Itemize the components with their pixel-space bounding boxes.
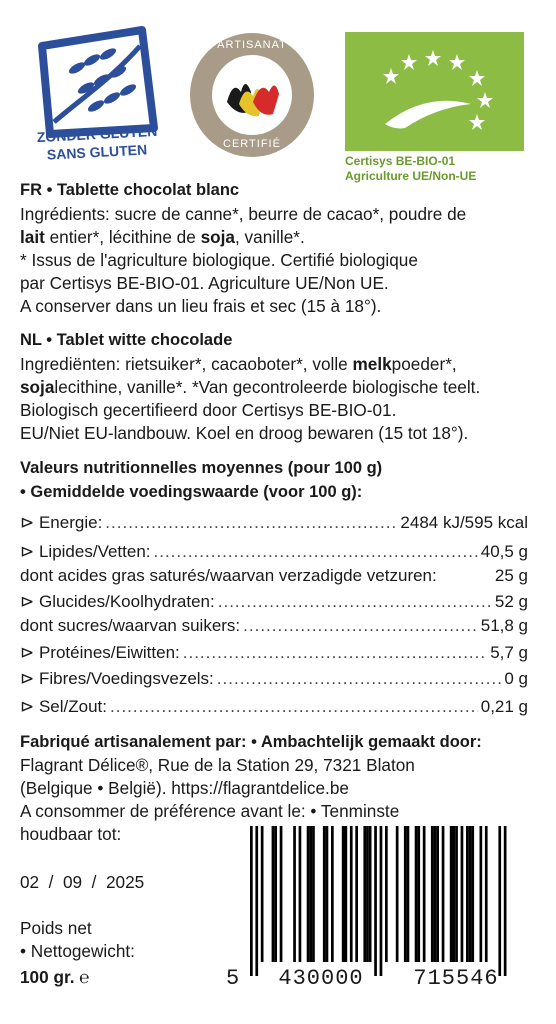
allergen-soja-nl: soja	[20, 377, 55, 397]
barcode-bar	[480, 826, 483, 962]
barcode-bar	[442, 826, 445, 962]
barcode-right-digits: 715546	[413, 966, 499, 991]
best-before-date: 02 / 09 / 2025	[20, 872, 145, 892]
nl-storage-note: EU/Niet EU-landbouw. Koel en droog bewaren (15 tot 18°).	[20, 423, 469, 443]
bio-cert-line1: Certisys BE-BIO-01	[345, 154, 456, 168]
barcode-bar	[380, 826, 383, 976]
nutrition-row-fat	[20, 540, 528, 563]
nutrition-value: 2484 kJ/595 kcal	[400, 513, 528, 532]
maker-title: Fabriqué artisanalement par: • Ambachtelijk gemaakt door:	[20, 733, 482, 751]
nutrition-value: 25 g	[494, 566, 528, 585]
allergen-soja: soja	[200, 227, 235, 247]
nutrition-label: ⊳ Energie:	[20, 513, 103, 532]
nutrition-value: 0 g	[504, 669, 528, 688]
barcode-bar	[350, 826, 353, 962]
barcode-bar	[312, 826, 315, 962]
barcode-bar	[450, 826, 453, 962]
leader-dots	[183, 641, 487, 664]
nutrition-label: dont sucres/waarvan suikers:	[20, 616, 241, 635]
leader-dots	[110, 695, 478, 718]
gluten-logo-line2: SANS GLUTEN	[46, 141, 148, 163]
nutrition-label: ⊳ Sel/Zout:	[20, 697, 108, 716]
artisan-logo-top: ARTISANAT	[217, 39, 287, 51]
nutrition-row-fibre	[20, 667, 528, 690]
eu-organic-logo	[345, 32, 524, 151]
nutrition-label: ⊳ Protéines/Eiwitten:	[20, 643, 180, 662]
barcode-bar	[363, 826, 366, 962]
nl-ingredients-line1	[20, 353, 457, 376]
leader-dots	[218, 590, 492, 613]
barcode-bar	[309, 826, 312, 962]
artisan-logo-bottom: CERTIFIÉ	[223, 138, 281, 150]
net-weight-value	[20, 966, 90, 989]
barcode-bar	[466, 826, 469, 962]
barcode-bar	[453, 826, 456, 962]
maker-address: Flagrant Délice®, Rue de la Station 29, 7321 Blaton	[20, 755, 415, 775]
nutrition-label: ⊳ Fibres/Voedingsvezels:	[20, 669, 214, 688]
nutrition-label: dont acides gras saturés/waarvan verzadigde vetzuren:	[20, 566, 437, 585]
nutrition-row-protein	[20, 641, 528, 664]
barcode-bar	[455, 826, 458, 962]
barcode-bar	[280, 826, 283, 962]
fr-title: FR • Tablette chocolat blanc	[20, 181, 240, 199]
fr-line2-end: , vanille*.	[235, 227, 305, 247]
nutrition-row-salt	[20, 695, 528, 718]
gluten-free-logo	[22, 18, 172, 176]
barcode-bar	[485, 826, 488, 962]
fr-cert-note: par Certisys BE-BIO-01. Agriculture UE/Non UE.	[20, 273, 389, 293]
nutrition-value: 51,8 g	[480, 616, 528, 635]
barcode-bar	[261, 826, 264, 962]
barcode-bar	[299, 826, 302, 962]
barcode-bar	[404, 826, 407, 962]
nl-line1-end: poeder*,	[391, 354, 457, 374]
bio-cert-line2: Agriculture UE/Non-UE	[345, 169, 477, 183]
leader-dots	[105, 511, 397, 534]
barcode-bar	[461, 826, 464, 962]
barcode-bar	[471, 826, 474, 962]
barcode-bar	[469, 826, 472, 962]
nutrition-title-fr: Valeurs nutritionnelles moyennes (pour 100 g)	[20, 459, 383, 477]
leader-dots	[217, 667, 502, 690]
barcode-bar	[385, 826, 388, 962]
fr-ingredients-line2	[20, 226, 305, 249]
estimated-sign-icon: ℮	[79, 967, 90, 987]
nutrition-label: ⊳ Glucides/Koolhydraten:	[20, 592, 215, 611]
fr-ingredients-line1: Ingrédients: sucre de canne*, beurre de cacao*, poudre de	[20, 204, 467, 224]
nl-ingredients-line2	[20, 376, 480, 399]
fr-line2-part: entier*, lécithine de	[44, 227, 201, 247]
nutrition-row-saturated	[20, 564, 528, 587]
nutrition-row-carbs	[20, 590, 528, 613]
nutrition-value: 5,7 g	[490, 643, 528, 662]
leader-dots	[243, 614, 478, 637]
barcode-bar	[272, 826, 275, 962]
weight-value: 100 gr.	[20, 967, 75, 987]
barcode-bar	[415, 826, 418, 962]
barcode-bar	[355, 826, 358, 962]
barcode-bar	[293, 826, 296, 962]
nutrition-value: 52 g	[494, 592, 528, 611]
nutrition-row-energy	[20, 511, 528, 534]
best-before-label: A consommer de préférence avant le: • Tenminste	[20, 801, 400, 821]
nutrition-title-nl: • Gemiddelde voedingswaarde (voor 100 g):	[20, 483, 363, 501]
allergen-melk: melk	[352, 354, 392, 374]
nutrition-label: ⊳ Lipides/Vetten:	[20, 542, 151, 561]
net-weight-label-nl: • Nettogewicht:	[20, 941, 135, 961]
nl-line1-part: Ingrediënten: rietsuiker*, cacaoboter*, volle	[20, 354, 353, 374]
barcode-bar	[396, 826, 399, 962]
barcode-bar	[274, 826, 277, 962]
barcode-bar	[369, 826, 372, 962]
nutrition-value: 0,21 g	[480, 697, 528, 716]
barcode-bar	[374, 826, 377, 976]
fr-storage-note: A conserver dans un lieu frais et sec (15 à 18°).	[20, 296, 382, 316]
artisan-certified-logo	[189, 32, 315, 158]
barcode-bar	[423, 826, 426, 962]
barcode-bar	[504, 826, 507, 976]
leader-dots	[154, 540, 478, 563]
barcode-bar	[255, 826, 258, 976]
barcode-bar	[498, 826, 501, 976]
barcode-bar	[434, 826, 437, 962]
eu-leaf-stars-icon	[345, 32, 524, 151]
barcode-bar	[326, 826, 329, 962]
barcode-bar	[417, 826, 420, 962]
nl-title: NL • Tablet witte chocolade	[20, 331, 233, 349]
barcode-bar	[307, 826, 310, 962]
barcode-left-digits: 430000	[278, 966, 364, 991]
barcode-bar	[436, 826, 439, 962]
barcode-first-digit: 5	[226, 966, 240, 991]
barcode-bar	[431, 826, 434, 962]
nutrition-value: 40,5 g	[480, 542, 528, 561]
nutrition-row-sugars	[20, 614, 528, 637]
barcode-bar	[366, 826, 369, 962]
net-weight-label: Poids net	[20, 918, 92, 938]
barcode-bar	[250, 826, 253, 976]
nl-cert-note: Biologisch gecertifieerd door Certisys BE-BIO-01.	[20, 400, 397, 420]
barcode-bar	[323, 826, 326, 962]
barcode-bars	[226, 826, 532, 976]
barcode-bar	[331, 826, 334, 962]
fr-organic-note: * Issus de l'agriculture biologique. Certifié biologique	[20, 250, 418, 270]
barcode-bar	[345, 826, 348, 962]
allergen-lait: lait	[20, 227, 45, 247]
maker-country-web: (Belgique • België). https://flagrantdelice.be	[20, 778, 349, 798]
nl-line2-end: lecithine, vanille*. *Van gecontroleerde biologische teelt.	[54, 377, 481, 397]
gluten-logo-line1: ZONDER GLUTEN	[36, 122, 158, 146]
barcode-bar	[407, 826, 410, 962]
barcode-bar	[342, 826, 345, 962]
best-before-label-nl: houdbaar tot:	[20, 824, 122, 844]
barcode	[226, 826, 532, 1004]
